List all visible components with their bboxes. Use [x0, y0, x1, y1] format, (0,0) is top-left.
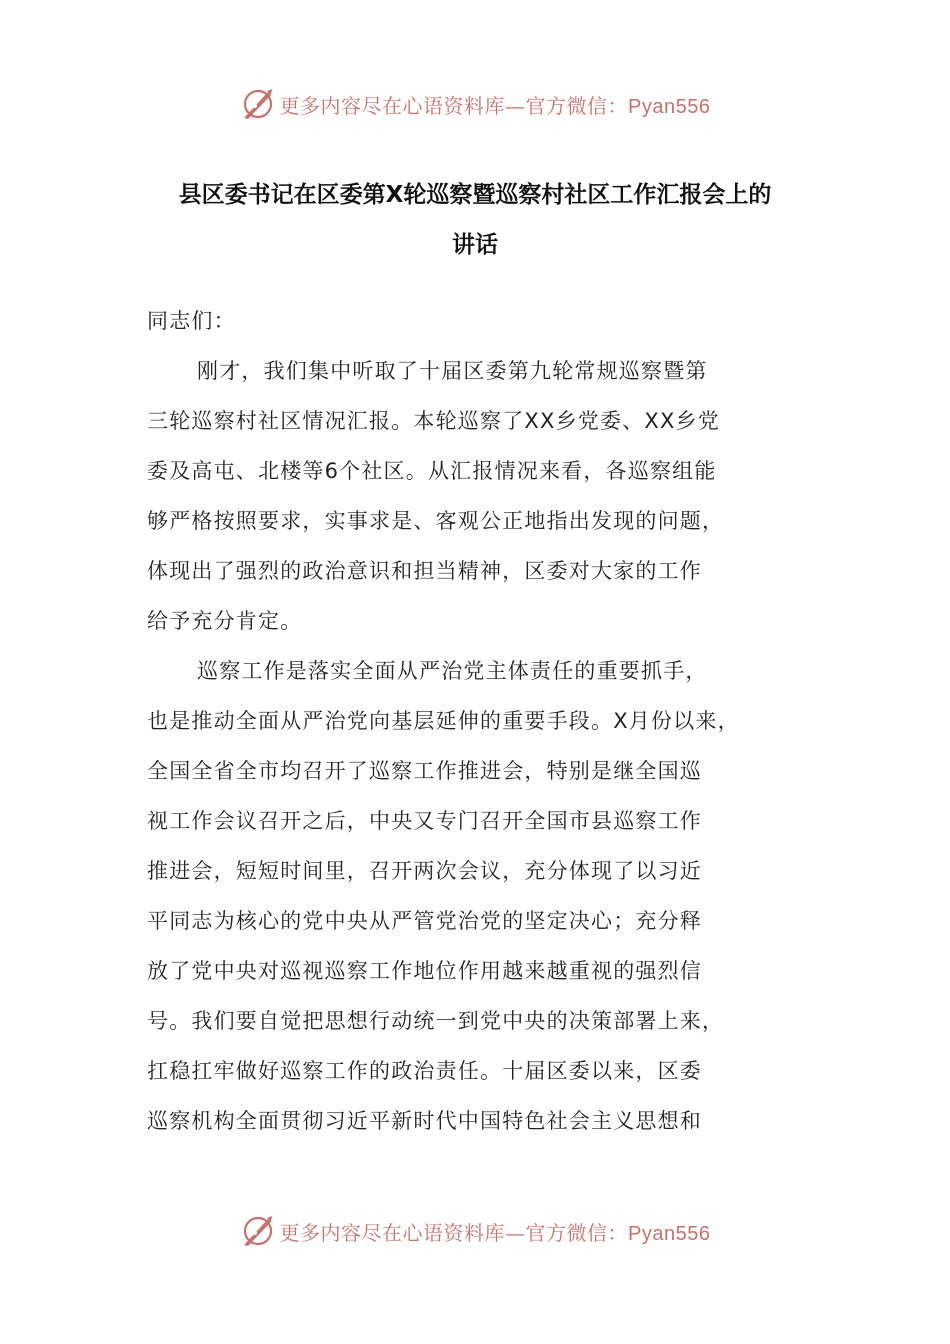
salutation: 同志们： [147, 309, 236, 333]
paragraph-1-line: 够严格按照要求，实事求是、客观公正地指出发现的问题， [147, 509, 725, 533]
banner-text: 更多内容尽在心语资料库—官方微信：Pyan556 [279, 93, 711, 118]
banner-text: 更多内容尽在心语资料库—官方微信：Pyan556 [279, 1220, 711, 1245]
paragraph-1-line: 三轮巡察村社区情况汇报。本轮巡察了XX乡党委、XX乡党 [147, 409, 720, 433]
paragraph-2-line: 视工作会议召开之后，中央又专门召开全国市县巡察工作 [147, 809, 702, 833]
paragraph-1-line: 刚才，我们集中听取了十届区委第九轮常规巡察暨第 [197, 359, 708, 383]
paragraph-1-line: 体现出了强烈的政治意识和担当精神，区委对大家的工作 [147, 559, 702, 583]
paragraph-1-line: 委及高屯、北楼等6个社区。从汇报情况来看，各巡察组能 [147, 459, 717, 483]
header-banner [0, 84, 950, 124]
wechat-id: Pyan556 [628, 1222, 711, 1245]
paragraph-2-line: 扛稳扛牢做好巡察工作的政治责任。十届区委以来，区委 [147, 1059, 702, 1083]
title-line-2: 讲话 [452, 232, 498, 258]
title-line-1: 县区委书记在区委第X轮巡察暨巡察村社区工作汇报会上的 [178, 182, 772, 208]
paragraph-2-line: 推进会，短短时间里，召开两次会议，充分体现了以习近 [147, 859, 702, 883]
document-title [120, 170, 830, 270]
footer-banner [0, 1211, 950, 1251]
paragraph-2-line: 巡察机构全面贯彻习近平新时代中国特色社会主义思想和 [147, 1109, 702, 1133]
paragraph-2-line: 平同志为核心的党中央从严管党治党的坚定决心；充分释 [147, 909, 702, 933]
paragraph-2-line: 放了党中央对巡视巡察工作地位作用越来越重视的强烈信 [147, 959, 702, 983]
paragraph-2-line: 巡察工作是落实全面从严治党主体责任的重要抓手， [197, 659, 708, 683]
pen-logo-icon [240, 86, 276, 122]
wechat-id: Pyan556 [628, 95, 711, 118]
paragraph-2-line: 也是推动全面从严治党向基层延伸的重要手段。X月份以来， [147, 709, 740, 733]
paragraph-1-line: 给予充分肯定。 [147, 609, 303, 633]
paragraph-2-line: 号。我们要自觉把思想行动统一到党中央的决策部署上来， [147, 1009, 725, 1033]
document-body [147, 296, 815, 1146]
paragraph-2-line: 全国全省全市均召开了巡察工作推进会，特别是继全国巡 [147, 759, 702, 783]
pen-logo-icon [240, 1213, 276, 1249]
